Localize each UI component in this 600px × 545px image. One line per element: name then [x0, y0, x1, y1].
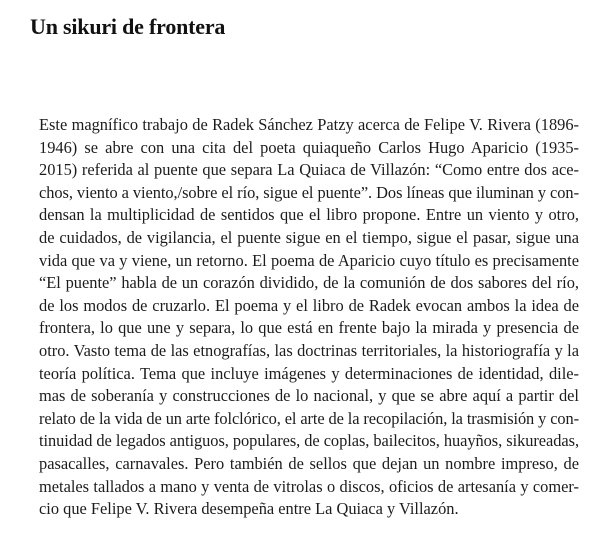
- paragraph-line: vida que va y viene, un retorno. El poema de Aparicio cuyo título es precisamente: [39, 250, 579, 270]
- paragraph-line: tinuidad de legados antiguos, populares, de coplas, bailecitos, huayños, sikureadas,: [39, 431, 580, 451]
- paragraph-line: chos, viento a viento,/sobre el río, sigue el puente”. Dos líneas que iluminan y con-: [39, 182, 579, 202]
- paragraph-line: cio que Felipe V. Rivera desempeña entre La Quiaca y Villazón.: [39, 499, 459, 519]
- paragraph-line: densan la multiplicidad de sentidos que el libro propone. Entre un viento y otro,: [39, 205, 579, 225]
- paragraph-line: Este magnífico trabajo de Radek Sánchez Patzy acerca de Felipe V. Rivera (1896-: [39, 115, 579, 134]
- paragraph-line: 1946) se abre con una cita del poeta quiaqueño Carlos Hugo Aparicio (1935-: [39, 137, 579, 157]
- paragraph-line: mas de soberanía y construcciones de lo nacional, y que se abre aquí a partir del: [39, 386, 579, 406]
- paragraph-line: de cuidados, de vigilancia, el puente sigue en el tiempo, sigue el pasar, sigue una: [39, 227, 579, 247]
- body-paragraph: [39, 114, 579, 521]
- paragraph-line: teoría política. Tema que incluye imágenes y determinaciones de identidad, dile-: [39, 363, 579, 383]
- paragraph-line: frontera, lo que une y separa, lo que está en frente bajo la mirada y presencia de: [39, 318, 579, 338]
- paragraph-line: 2015) referida al puente que separa La Quiaca de Villazón: “Como entre dos ace-: [39, 160, 579, 180]
- paragraph-line: “El puente” habla de un corazón dividido, de la comunión de dos sabores del río,: [39, 273, 579, 293]
- paragraph-line: de los modos de cruzarlo. El poema y el libro de Radek evocan ambos la idea de: [39, 295, 579, 315]
- paragraph-line: metales tallados a mano y venta de vitrolas o discos, oficios de artesanía y comer-: [39, 476, 579, 496]
- document-title: Un sikuri de frontera: [30, 14, 226, 39]
- paragraph-line: otro. Vasto tema de las etnografías, las doctrinas territoriales, la historiografía y la: [39, 340, 579, 360]
- paragraph-line: pasacalles, carnavales. Pero también de sellos que dejan un nombre impreso, de: [39, 453, 579, 473]
- paragraph-line: relato de la vida de un arte folclórico, el arte de la recopilación, la trasmisión y con-: [39, 408, 579, 428]
